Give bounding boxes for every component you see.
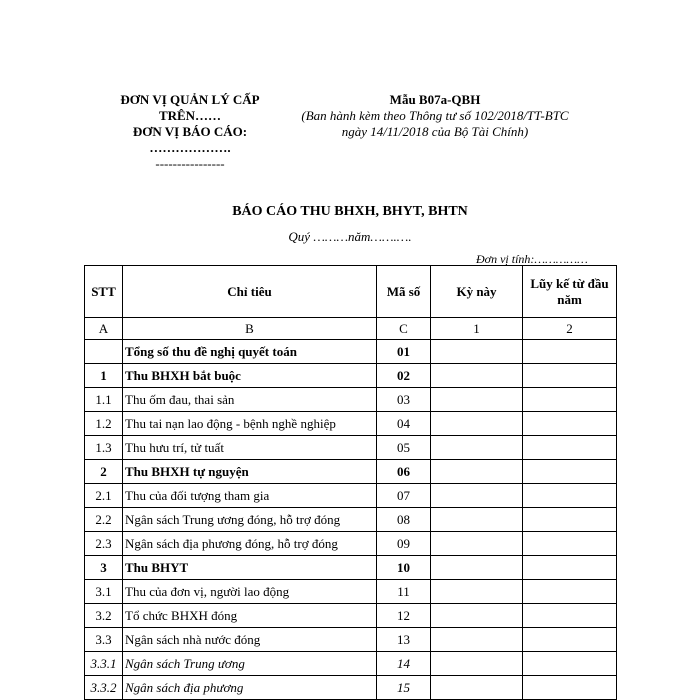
header-this-period: Kỳ này: [431, 266, 523, 318]
row-year-to-date-value[interactable]: [523, 412, 617, 436]
header-divider: ----------------: [155, 156, 225, 171]
row-indicator: Thu BHYT: [123, 556, 377, 580]
row-year-to-date-value[interactable]: [523, 676, 617, 700]
row-stt: 2.2: [85, 508, 123, 532]
row-stt: 3.3.1: [85, 652, 123, 676]
row-code: 06: [377, 460, 431, 484]
table-row: [85, 628, 617, 652]
row-code: 13: [377, 628, 431, 652]
superior-unit-value: TRÊN……: [158, 108, 222, 123]
reporting-unit-header: [95, 92, 285, 172]
column-index: A: [85, 318, 123, 340]
table-row: [85, 460, 617, 484]
row-indicator: Thu của đơn vị, người lao động: [123, 580, 377, 604]
row-this-period-value[interactable]: [431, 604, 523, 628]
row-indicator: Ngân sách địa phương đóng, hỗ trợ đóng: [123, 532, 377, 556]
table-row: [85, 436, 617, 460]
table-row: [85, 556, 617, 580]
table-row: [85, 412, 617, 436]
row-indicator: Thu tai nạn lao động - bệnh nghề nghiệp: [123, 412, 377, 436]
row-year-to-date-value[interactable]: [523, 580, 617, 604]
row-stt: 2.1: [85, 484, 123, 508]
table-row: [85, 580, 617, 604]
header-indicator: Chỉ tiêu: [123, 266, 377, 318]
superior-unit-label: ĐƠN VỊ QUẢN LÝ CẤP: [120, 92, 260, 107]
row-this-period-value[interactable]: [431, 340, 523, 364]
row-year-to-date-value[interactable]: [523, 388, 617, 412]
row-stt: 3: [85, 556, 123, 580]
column-index: C: [377, 318, 431, 340]
form-code-header: [285, 92, 585, 140]
row-code: 04: [377, 412, 431, 436]
row-year-to-date-value[interactable]: [523, 460, 617, 484]
table-row: [85, 388, 617, 412]
row-code: 08: [377, 508, 431, 532]
row-this-period-value[interactable]: [431, 484, 523, 508]
row-indicator: Thu hưu trí, tử tuất: [123, 436, 377, 460]
row-indicator: Thu ốm đau, thai sản: [123, 388, 377, 412]
table-row: [85, 484, 617, 508]
row-year-to-date-value[interactable]: [523, 532, 617, 556]
row-year-to-date-value[interactable]: [523, 436, 617, 460]
row-code: 11: [377, 580, 431, 604]
row-stt: 1.2: [85, 412, 123, 436]
header-stt: STT: [85, 266, 123, 318]
reporting-unit-label: ĐƠN VỊ BÁO CÁO:: [132, 124, 248, 139]
row-code: 12: [377, 604, 431, 628]
row-indicator: Thu BHXH bắt buộc: [123, 364, 377, 388]
row-indicator: Ngân sách Trung ương: [123, 652, 377, 676]
row-this-period-value[interactable]: [431, 436, 523, 460]
row-this-period-value[interactable]: [431, 628, 523, 652]
column-index: B: [123, 318, 377, 340]
revenue-report-table: [84, 265, 617, 700]
row-year-to-date-value[interactable]: [523, 508, 617, 532]
row-year-to-date-value[interactable]: [523, 364, 617, 388]
row-code: 15: [377, 676, 431, 700]
row-indicator: Ngân sách Trung ương đóng, hỗ trợ đóng: [123, 508, 377, 532]
table-row: [85, 508, 617, 532]
row-year-to-date-value[interactable]: [523, 604, 617, 628]
row-year-to-date-value[interactable]: [523, 652, 617, 676]
row-stt: 2.3: [85, 532, 123, 556]
row-year-to-date-value[interactable]: [523, 556, 617, 580]
row-year-to-date-value[interactable]: [523, 340, 617, 364]
row-stt: 3.1: [85, 580, 123, 604]
table-row: [85, 532, 617, 556]
row-indicator: Tổng số thu đề nghị quyết toán: [123, 340, 377, 364]
column-index: 1: [431, 318, 523, 340]
reporting-unit-value: ……………….: [149, 140, 231, 155]
header-year-to-date: Lũy kế từ đầu năm: [523, 266, 617, 318]
table-header-row: [85, 266, 617, 318]
row-stt: [85, 340, 123, 364]
issued-by-line-2: ngày 14/11/2018 của Bộ Tài Chính): [341, 124, 529, 139]
row-indicator: Tổ chức BHXH đóng: [123, 604, 377, 628]
row-this-period-value[interactable]: [431, 580, 523, 604]
table-row: [85, 364, 617, 388]
row-stt: 1.3: [85, 436, 123, 460]
row-code: 14: [377, 652, 431, 676]
issued-by-line-1: (Ban hành kèm theo Thông tư số 102/2018/TT-BTC: [301, 108, 569, 123]
row-stt: 2: [85, 460, 123, 484]
row-year-to-date-value[interactable]: [523, 628, 617, 652]
row-code: 07: [377, 484, 431, 508]
table-row: [85, 604, 617, 628]
row-code: 05: [377, 436, 431, 460]
row-this-period-value[interactable]: [431, 388, 523, 412]
row-this-period-value[interactable]: [431, 508, 523, 532]
row-stt: 3.3: [85, 628, 123, 652]
header-code: Mã số: [377, 266, 431, 318]
row-indicator: Thu BHXH tự nguyện: [123, 460, 377, 484]
row-stt: 1.1: [85, 388, 123, 412]
unit-of-measure: Đơn vị tính:……………: [476, 252, 588, 266]
form-code: Mẫu B07a-QBH: [389, 92, 481, 107]
row-code: 03: [377, 388, 431, 412]
row-this-period-value[interactable]: [431, 556, 523, 580]
row-this-period-value[interactable]: [431, 460, 523, 484]
row-stt: 3.2: [85, 604, 123, 628]
row-indicator: Ngân sách nhà nước đóng: [123, 628, 377, 652]
row-stt: 1: [85, 364, 123, 388]
row-code: 02: [377, 364, 431, 388]
row-this-period-value[interactable]: [431, 652, 523, 676]
row-this-period-value[interactable]: [431, 412, 523, 436]
table-row: [85, 676, 617, 700]
column-index-row: [85, 318, 617, 340]
table-row: [85, 340, 617, 364]
row-year-to-date-value[interactable]: [523, 484, 617, 508]
report-period: Quý ………năm…….….: [288, 229, 412, 244]
row-code: 09: [377, 532, 431, 556]
row-indicator: Ngân sách địa phương: [123, 676, 377, 700]
row-code: 10: [377, 556, 431, 580]
report-title: BÁO CÁO THU BHXH, BHYT, BHTN: [232, 204, 468, 219]
row-this-period-value[interactable]: [431, 532, 523, 556]
row-indicator: Thu của đối tượng tham gia: [123, 484, 377, 508]
table-row: [85, 652, 617, 676]
column-index: 2: [523, 318, 617, 340]
row-code: 01: [377, 340, 431, 364]
row-stt: 3.3.2: [85, 676, 123, 700]
row-this-period-value[interactable]: [431, 676, 523, 700]
row-this-period-value[interactable]: [431, 364, 523, 388]
